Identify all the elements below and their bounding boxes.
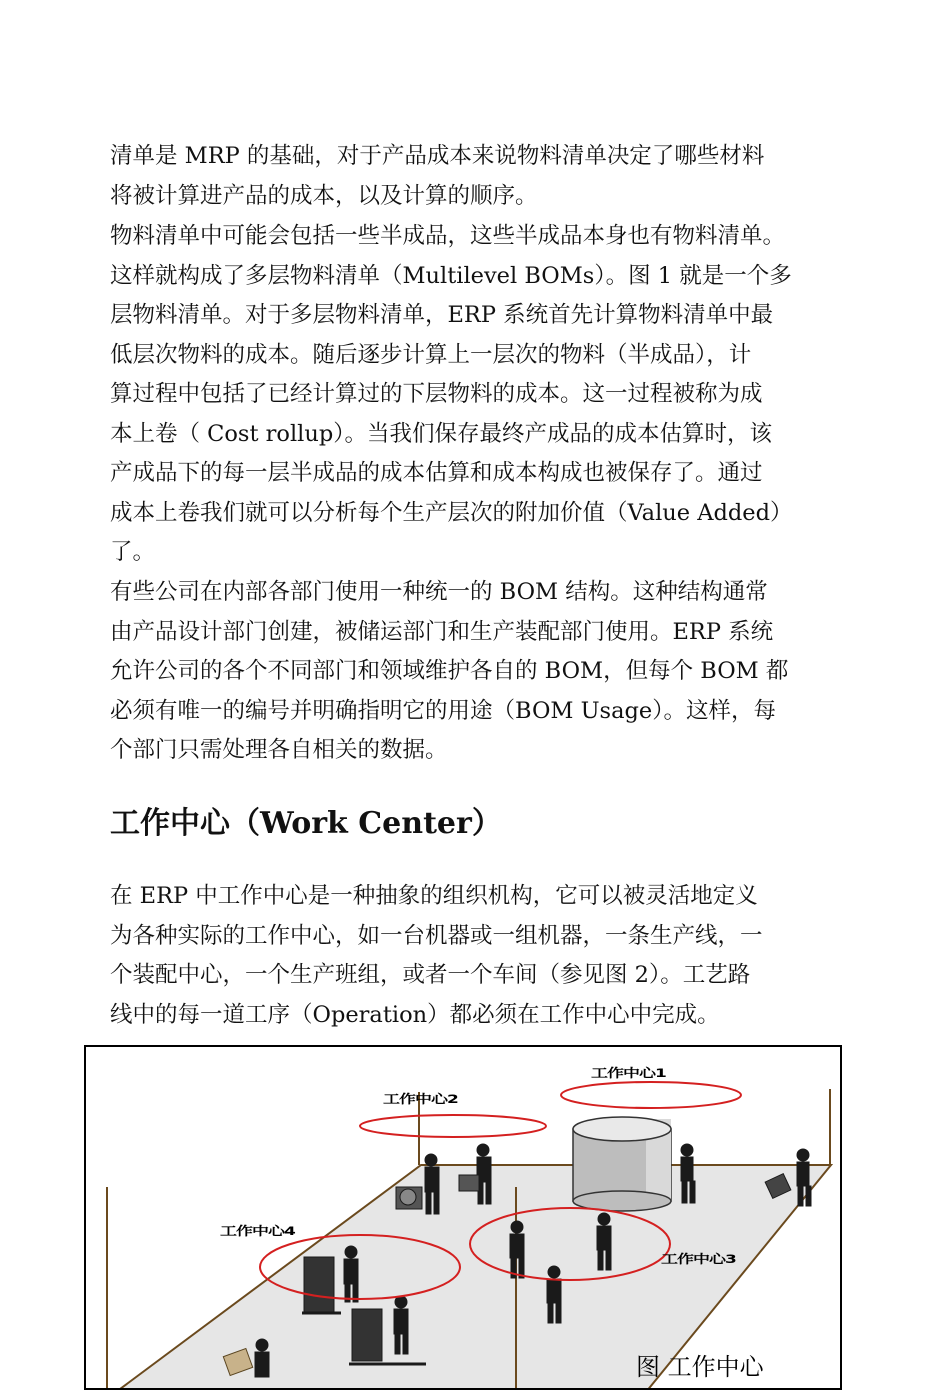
paragraph (110, 877, 845, 1035)
text-line: 个装配中心，一个生产班组，或者一个车间（参见图 2）。工艺路 (110, 962, 751, 988)
text-line: 层物料清单。对于多层物料清单，ERP 系统首先计算物料清单中最 (110, 302, 774, 328)
work-center-1-marker (561, 1082, 741, 1108)
work-center-1-label: 工作中心1 (591, 1066, 666, 1081)
text-line: 为各种实际的工作中心，如一台机器或一组机器，一条生产线，一 (110, 922, 763, 949)
text-line: 允许公司的各个不同部门和领域维护各自的 BOM，但每个 BOM 都 (110, 658, 789, 684)
text-line: 线中的每一道工序（Operation）都必须在工作中心中完成。 (110, 1001, 720, 1028)
work-center-3-label: 工作中心3 (661, 1252, 736, 1267)
paragraph (110, 217, 845, 573)
work-center-illustration (86, 1047, 842, 1390)
text-line: 算过程中包括了已经计算过的下层物料的成本。这一过程被称为成 (110, 381, 763, 407)
text-line: 个部门只需处理各自相关的数据。 (110, 737, 448, 763)
paragraph (110, 137, 845, 216)
text-line: 了。 (110, 539, 156, 565)
section-heading: 工作中心（Work Center） (110, 806, 502, 841)
text-line: 产成品下的每一层半成品的成本估算和成本构成也被保存了。通过 (110, 460, 763, 486)
storage-tank (573, 1117, 671, 1211)
paragraph (110, 573, 845, 771)
text-line: 有些公司在内部各部门使用一种统一的 BOM 结构。这种结构通常 (110, 579, 768, 605)
work-center-figure (84, 1045, 842, 1390)
text-line: 本上卷（ Cost rollup）。当我们保存最终产成品的成本估算时，该 (110, 420, 772, 447)
text-line: 物料清单中可能会包括一些半成品，这些半成品本身也有物料清单。 (110, 223, 786, 249)
text-line: 由产品设计部门创建，被储运部门和生产装配部门使用。ERP 系统 (110, 618, 774, 645)
text-line: 在 ERP 中工作中心是一种抽象的组织机构，它可以被灵活地定义 (110, 883, 758, 909)
work-center-2-label: 工作中心2 (383, 1092, 458, 1107)
text-line: 必须有唯一的编号并明确指明它的用途（BOM Usage）。这样，每 (110, 697, 776, 724)
work-center-2-marker (360, 1115, 546, 1137)
figure-caption: 图 工作中心 (636, 1353, 764, 1381)
text-line: 成本上卷我们就可以分析每个生产层次的附加价值（Value Added） (110, 499, 793, 526)
text-line: 将被计算进产品的成本，以及计算的顺序。 (110, 182, 538, 209)
work-center-4-label: 工作中心4 (220, 1224, 295, 1239)
text-line: 清单是 MRP 的基础，对于产品成本来说物料清单决定了哪些材料 (110, 143, 765, 169)
text-line: 低层次物料的成本。随后逐步计算上一层次的物料（半成品），计 (110, 341, 752, 368)
text-line: 这样就构成了多层物料清单（Multilevel BOMs）。图 1 就是一个多 (110, 262, 792, 289)
